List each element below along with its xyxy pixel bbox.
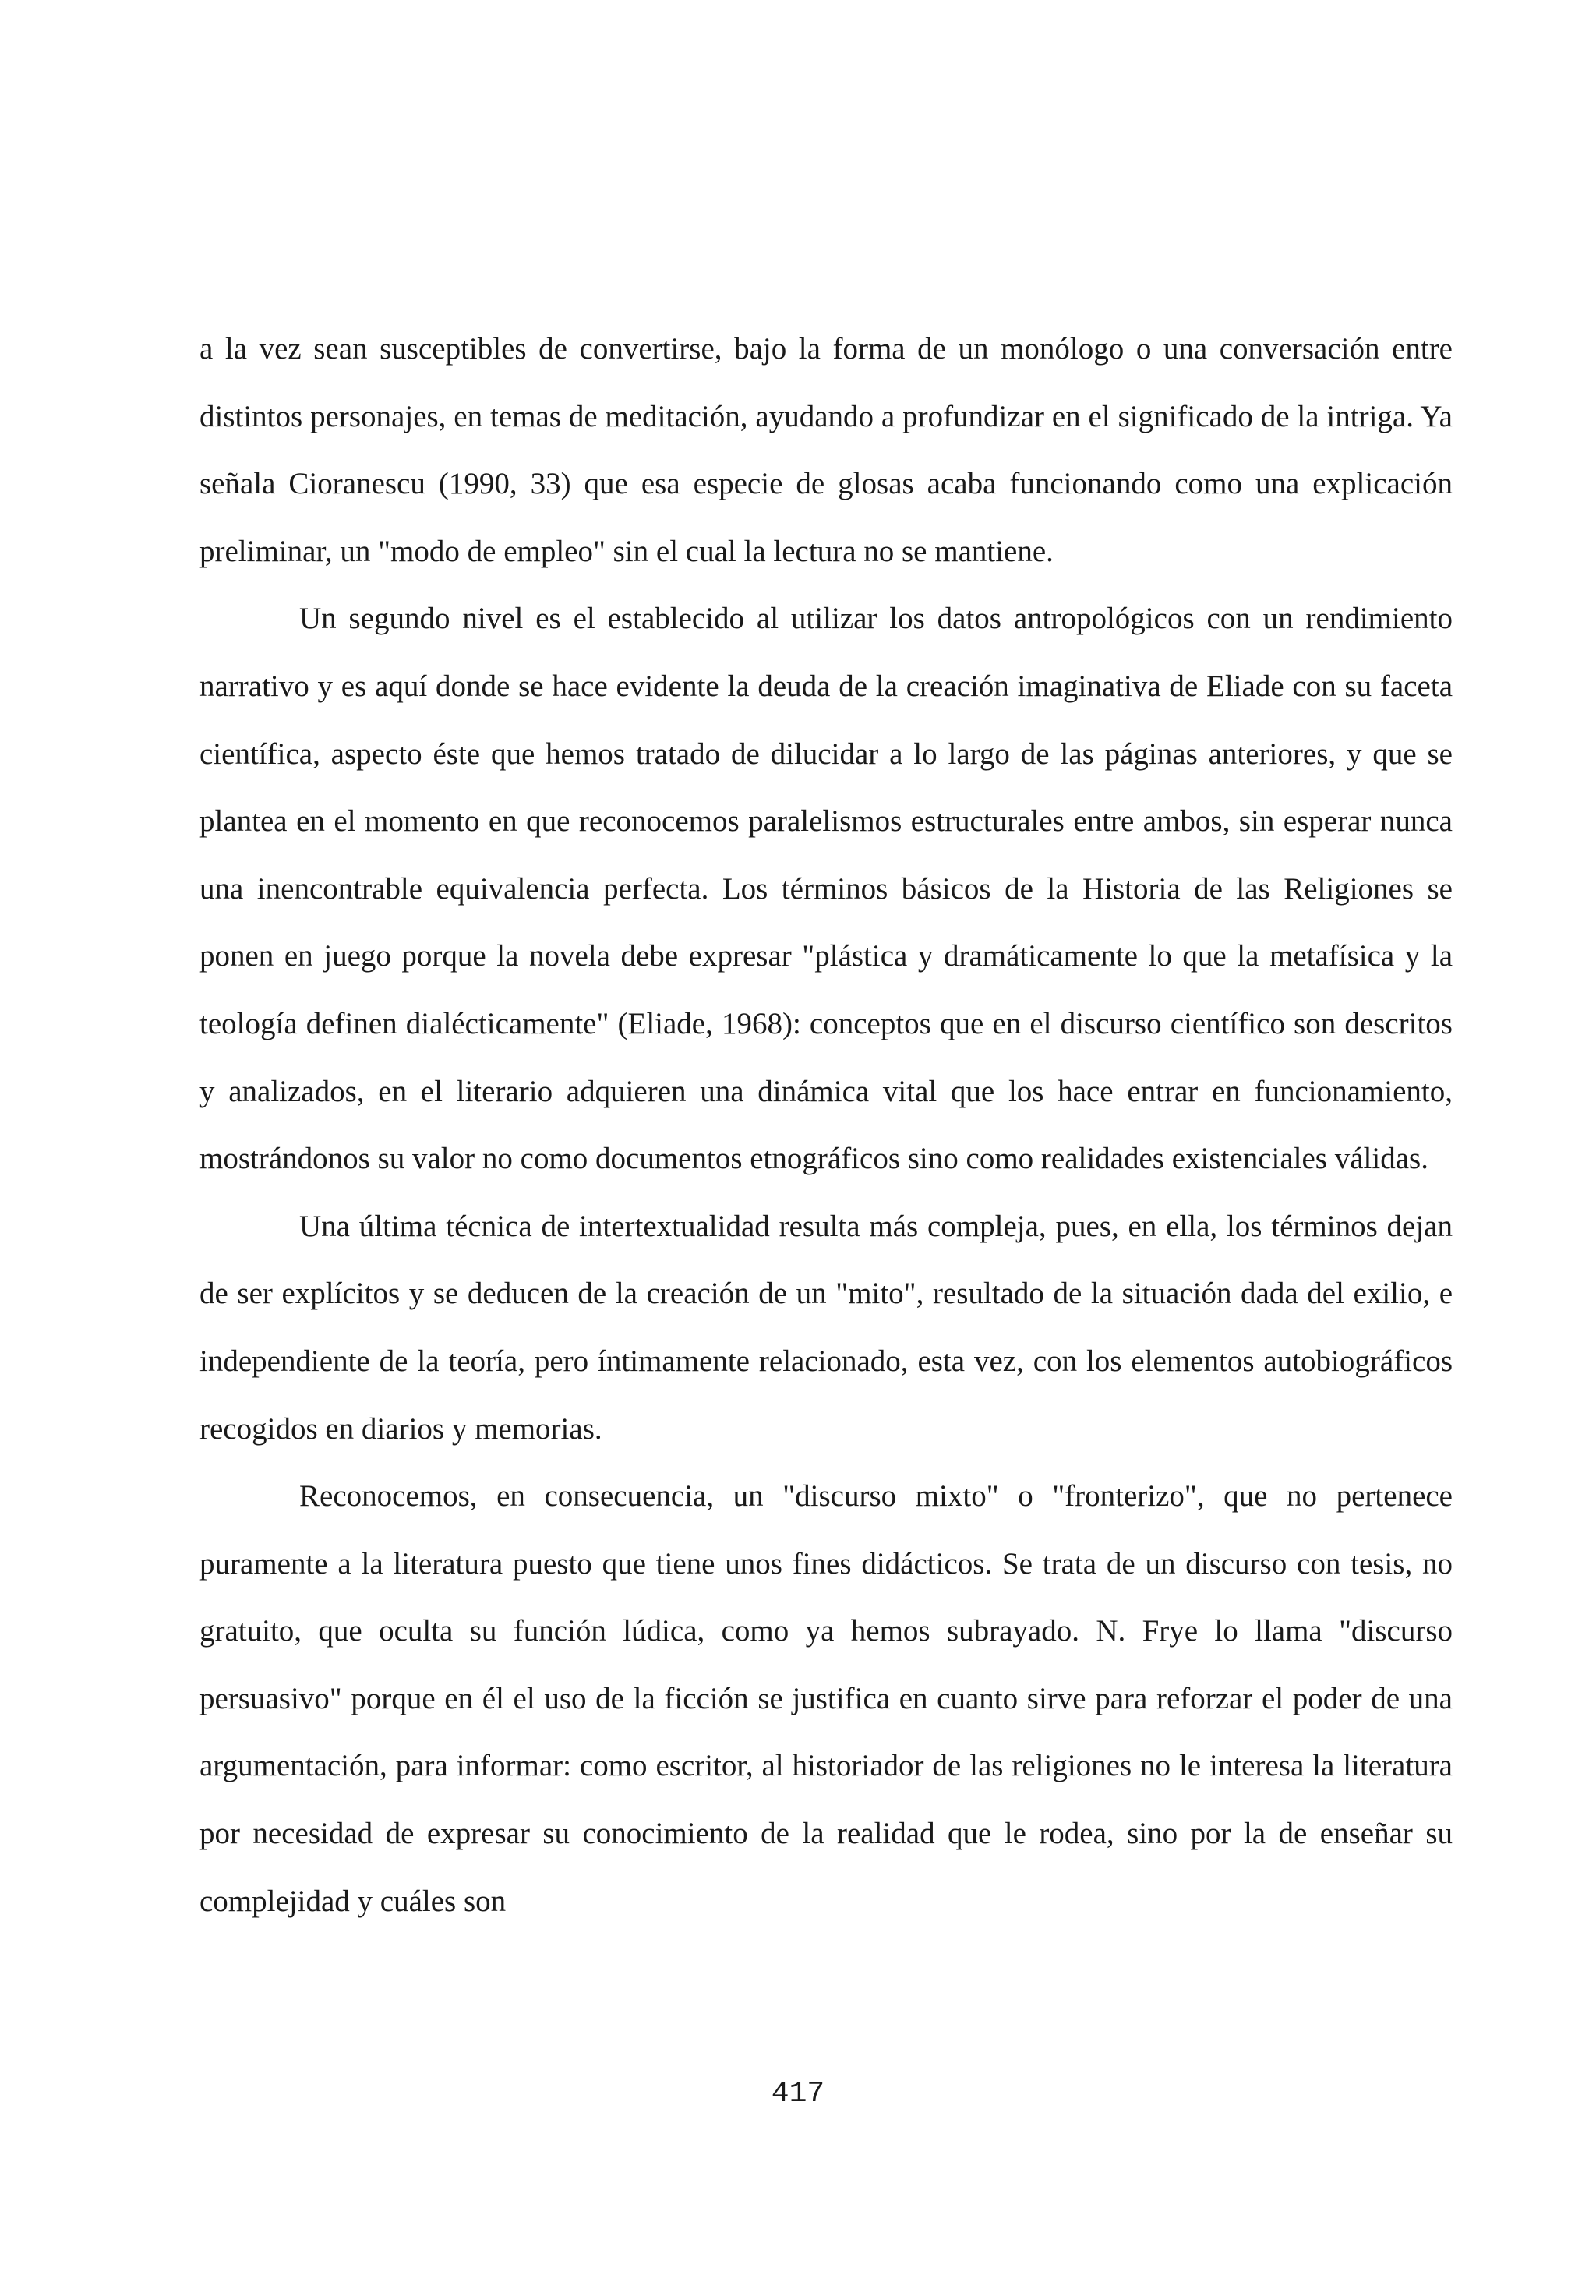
paragraph-ultima-tecnica: Una última técnica de intertextualidad resulta más compleja, pues, en ella, los términos dejan de ser explícitos y se deducen de la creación de un "mito", resultado de la situación dada del exilio, e independiente de la teoría, pero íntimamente relacionado, esta vez, con los elementos autobiográficos recogidos en diarios y memorias. bbox=[200, 1209, 1453, 1446]
paragraph-segundo-nivel: Un segundo nivel es el establecido al utilizar los datos antropológicos con un rendimiento narrativo y es aquí donde se hace evidente la deuda de la creación imaginativa de Eliade con su faceta científica, aspecto éste que hemos tratado de dilucidar a lo largo de las páginas anteriores, y que se plantea en el momento en que reconocemos paralelismos estructurales entre ambos, sin esperar nunca una inencontrable equivalencia perfecta. Los términos básicos de la Historia de las Religiones se ponen en juego porque la novela debe expresar "plástica y dramáticamente lo que la metafísica y la teología definen dialécticamente" (Eliade, 1968): conceptos que en el discurso científico son descritos y analizados, en el literario adquieren una dinámica vital que los hace entrar en funcionamiento, mostrándonos su valor no como documentos etnográficos sino como realidades existenciales válidas. bbox=[200, 602, 1453, 1176]
page-number: 417 bbox=[771, 2077, 825, 2111]
paragraph-discurso-mixto: Reconocemos, en consecuencia, un "discurso mixto" o "fronterizo", que no pertenece puramente a la literatura puesto que tiene unos fines didácticos. Se trata de un discurso con tesis, no gratuito, que oculta su función lúdica, como ya hemos subrayado. N. Frye lo llama "discurso persuasivo" porque en él el uso de la ficción se justifica en cuanto sirve para reforzar el poder de una argumentación, para informar: como escritor, al historiador de las religiones no le interesa la literatura por necesidad de expresar su conocimiento de la realidad que le rodea, sino por la de enseñar su complejidad y cuáles son bbox=[200, 1479, 1453, 1918]
body-text bbox=[200, 316, 1453, 1935]
paragraph-continuation: a la vez sean susceptibles de convertirse, bajo la forma de un monólogo o una conversación entre distintos personajes, en temas de meditación, ayudando a profundizar en el significado de la intriga. Ya señala Cioranescu (1990, 33) que esa especie de glosas acaba funcionando como una explicación preliminar, un "modo de empleo" sin el cual la lectura no se mantiene. bbox=[200, 332, 1453, 568]
